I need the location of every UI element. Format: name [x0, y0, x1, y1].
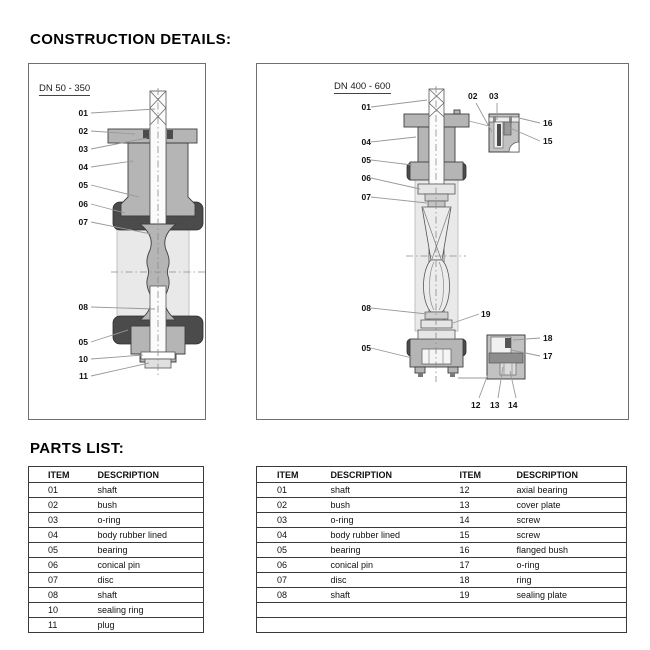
description-cell: screw: [496, 528, 627, 543]
description-cell: flanged bush: [496, 543, 627, 558]
item-cell: 02: [257, 498, 310, 513]
item-cell: 08: [257, 588, 310, 603]
callout-label: 14: [508, 400, 518, 410]
valve-cross-section-dn400-600: [257, 64, 628, 419]
callout-label: 03: [489, 91, 499, 101]
table-row: [257, 618, 627, 633]
callout-label: 05: [78, 337, 88, 347]
description-cell: ring: [496, 573, 627, 588]
item-cell: 05: [29, 543, 78, 558]
item-cell: 04: [257, 528, 310, 543]
diagram-title-dn50-350: DN 50 - 350: [39, 83, 91, 94]
table-row: [257, 483, 627, 498]
callout-label: 06: [78, 199, 88, 209]
item-cell: 19: [443, 588, 496, 603]
description-cell: sealing plate: [496, 588, 627, 603]
item-cell: 12: [443, 483, 496, 498]
callout-label: 04: [361, 137, 371, 147]
item-cell: 08: [29, 588, 78, 603]
callout-label: 06: [361, 173, 371, 183]
table-row: [257, 573, 627, 588]
table-row: [29, 513, 204, 528]
description-cell: o-ring: [78, 513, 204, 528]
column-header-item: ITEM: [29, 467, 78, 483]
description-cell: bush: [78, 498, 204, 513]
column-header-item: ITEM: [257, 467, 310, 483]
table-row: [257, 603, 627, 618]
description-cell: shaft: [78, 483, 204, 498]
item-cell: 16: [443, 543, 496, 558]
column-header-description: DESCRIPTION: [78, 467, 204, 483]
item-cell: 02: [29, 498, 78, 513]
table-row: [257, 588, 627, 603]
table-row: [257, 543, 627, 558]
table-row: [29, 573, 204, 588]
callout-label: 17: [543, 351, 553, 361]
item-cell: [257, 618, 310, 633]
item-cell: [443, 603, 496, 618]
detail-view-bottom: [487, 335, 525, 379]
item-cell: 14: [443, 513, 496, 528]
lower-plate: [418, 330, 455, 339]
table-row: [29, 558, 204, 573]
description-cell: o-ring: [310, 513, 443, 528]
diagram-title-dn400-600: DN 400 - 600: [334, 81, 391, 92]
description-cell: bearing: [78, 543, 204, 558]
description-cell: [310, 618, 443, 633]
table-row: [257, 528, 627, 543]
description-cell: conical pin: [78, 558, 204, 573]
detail-view-top: [489, 114, 519, 152]
callout-label: 01: [78, 108, 88, 118]
callout-label: 02: [78, 126, 88, 136]
table-row: [29, 483, 204, 498]
callout-label: 08: [361, 303, 371, 313]
item-cell: 11: [29, 618, 78, 633]
table-row: [29, 618, 204, 633]
table-row: [29, 528, 204, 543]
description-cell: shaft: [310, 588, 443, 603]
callout-label: 07: [78, 217, 88, 227]
item-cell: 07: [29, 573, 78, 588]
table-header-row: [29, 467, 204, 483]
callout-label: 07: [361, 192, 371, 202]
item-cell: [257, 603, 310, 618]
description-cell: sealing ring: [78, 603, 204, 618]
callout-label: 16: [543, 118, 553, 128]
table-row: [29, 588, 204, 603]
construction-details-title: CONSTRUCTION DETAILS:: [30, 31, 232, 48]
table-row: [257, 498, 627, 513]
item-cell: 04: [29, 528, 78, 543]
column-header-item: ITEM: [443, 467, 496, 483]
bottom-block-detail: [422, 349, 451, 364]
description-cell: shaft: [78, 588, 204, 603]
table-row: [257, 558, 627, 573]
callout-label: 11: [79, 371, 88, 381]
item-cell: 17: [443, 558, 496, 573]
parts-table-dn50-350: [28, 466, 204, 633]
callout-label: 10: [78, 354, 88, 364]
diagram-panel-dn400-600: [256, 63, 629, 420]
description-cell: [310, 603, 443, 618]
parts-list-title: PARTS LIST:: [30, 440, 125, 457]
description-cell: bush: [310, 498, 443, 513]
callout-label: 15: [543, 136, 553, 146]
callout-label: 05: [78, 180, 88, 190]
callout-label: 18: [543, 333, 553, 343]
description-cell: body rubber lined: [310, 528, 443, 543]
valve-cross-section-dn50-350: [29, 64, 205, 419]
callout-label: 12: [471, 400, 481, 410]
parts-table-dn400-600: [256, 466, 627, 633]
callout-label: 19: [481, 309, 491, 319]
item-cell: 06: [29, 558, 78, 573]
item-cell: 07: [257, 573, 310, 588]
callout-label: 05: [361, 343, 371, 353]
item-cell: 05: [257, 543, 310, 558]
item-cell: 18: [443, 573, 496, 588]
description-cell: body rubber lined: [78, 528, 204, 543]
description-cell: disc: [310, 573, 443, 588]
item-cell: 03: [29, 513, 78, 528]
description-cell: screw: [496, 513, 627, 528]
table-row: [29, 498, 204, 513]
callout-label: 05: [361, 155, 371, 165]
item-cell: 13: [443, 498, 496, 513]
callout-label: 01: [361, 102, 371, 112]
callout-label: 04: [78, 162, 88, 172]
description-cell: disc: [78, 573, 204, 588]
item-cell: 06: [257, 558, 310, 573]
callout-label: 08: [78, 302, 88, 312]
item-cell: 10: [29, 603, 78, 618]
description-cell: [496, 603, 627, 618]
table-row: [257, 513, 627, 528]
description-cell: bearing: [310, 543, 443, 558]
table-row: [29, 543, 204, 558]
description-cell: [496, 618, 627, 633]
description-cell: conical pin: [310, 558, 443, 573]
item-cell: 01: [29, 483, 78, 498]
description-cell: shaft: [310, 483, 443, 498]
item-cell: [443, 618, 496, 633]
description-cell: o-ring: [496, 558, 627, 573]
description-cell: axial bearing: [496, 483, 627, 498]
item-cell: 01: [257, 483, 310, 498]
table-row: [29, 603, 204, 618]
item-cell: 03: [257, 513, 310, 528]
diagram-panel-dn50-350: [28, 63, 206, 420]
callout-label: 13: [490, 400, 500, 410]
callout-label: 03: [78, 144, 88, 154]
table-header-row: [257, 467, 627, 483]
description-cell: cover plate: [496, 498, 627, 513]
sealing-plate: [421, 320, 452, 328]
column-header-description: DESCRIPTION: [496, 467, 627, 483]
callout-label: 02: [468, 91, 478, 101]
foot-bolts: [418, 373, 455, 377]
column-header-description: DESCRIPTION: [310, 467, 443, 483]
description-cell: plug: [78, 618, 204, 633]
item-cell: 15: [443, 528, 496, 543]
